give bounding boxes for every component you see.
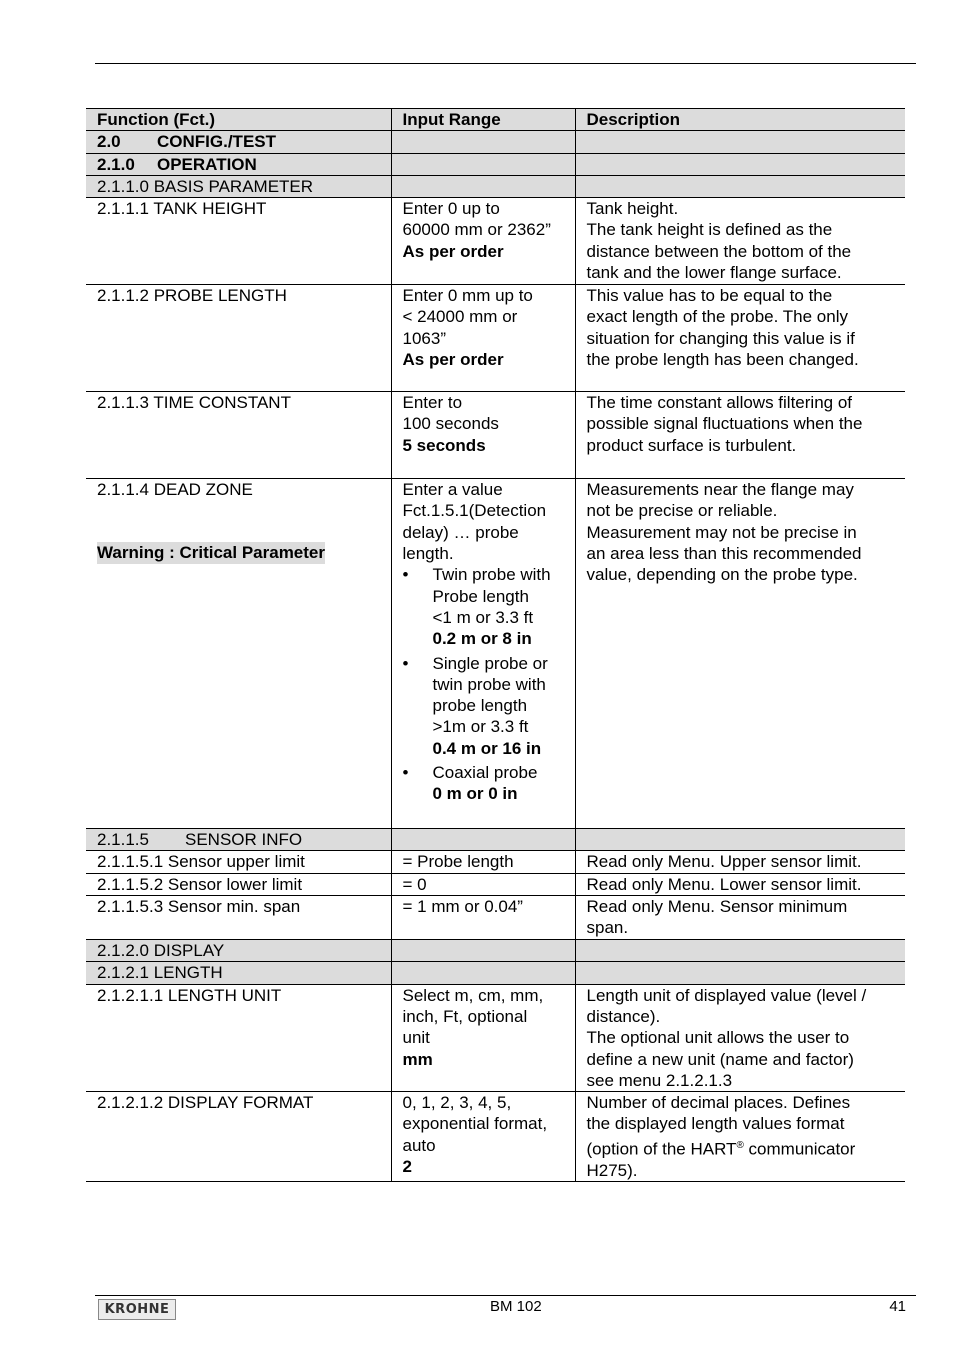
section-label: OPERATION bbox=[157, 154, 257, 174]
function-cell: 2.1.1.5.2 Sensor lower limit bbox=[86, 873, 391, 895]
input-range-cell: Enter 0 mm up to < 24000 mm or 1063” As per order bbox=[391, 285, 575, 392]
table-row-tank-height bbox=[86, 198, 905, 285]
section-row-length bbox=[86, 962, 905, 984]
default-value: 0.2 m or 8 in bbox=[432, 629, 532, 649]
warning-label: Warning : Critical Parameter bbox=[97, 543, 325, 563]
default-value: 0 m or 0 in bbox=[432, 784, 518, 804]
col-header-function: Function (Fct.) bbox=[86, 109, 391, 131]
section-label: 2.1.2.0 DISPLAY bbox=[86, 940, 391, 962]
default-value: mm bbox=[402, 1049, 433, 1069]
table-row-length-unit bbox=[86, 984, 905, 1091]
table-row-display-format bbox=[86, 1092, 905, 1182]
input-range-cell: Enter to 100 seconds 5 seconds bbox=[391, 392, 575, 479]
input-range-cell: = 1 mm or 0.04” bbox=[391, 896, 575, 940]
default-value: As per order bbox=[402, 350, 504, 370]
description-cell: The time constant allows filtering of possible signal fluctuations when the product surface is turbulent. bbox=[575, 392, 905, 479]
function-cell: 2.1.1.2 PROBE LENGTH bbox=[86, 285, 391, 392]
input-range-cell: Enter 0 up to 60000 mm or 2362” As per order bbox=[391, 198, 575, 285]
section-number: 2.0 bbox=[97, 132, 121, 152]
description-cell: Number of decimal places. Defines the displayed length values format (option of the HART® communicator H275). bbox=[575, 1092, 905, 1182]
section-row-sensor-info bbox=[86, 829, 905, 851]
dead-zone-options bbox=[403, 564, 567, 804]
col-header-input-range: Input Range bbox=[391, 109, 575, 131]
section-label: CONFIG./TEST bbox=[157, 132, 276, 152]
list-item: • Single probe or twin probe with probe length >1m or 3.3 ft 0.4 m or 16 in bbox=[403, 653, 567, 759]
function-cell: 2.1.1.1 TANK HEIGHT bbox=[86, 198, 391, 285]
section-row-basis-parameter bbox=[86, 175, 905, 197]
default-value: 0.4 m or 16 in bbox=[432, 738, 542, 758]
description-cell: Read only Menu. Lower sensor limit. bbox=[575, 873, 905, 895]
default-value: 2 bbox=[402, 1157, 412, 1177]
function-cell: 2.1.2.1.2 DISPLAY FORMAT bbox=[86, 1092, 391, 1182]
table-row-sensor-lower-limit bbox=[86, 873, 905, 895]
section-number: 2.1.1.5 bbox=[97, 830, 149, 850]
input-range-cell: = Probe length bbox=[391, 851, 575, 873]
function-table bbox=[86, 108, 905, 1182]
section-row-2-0 bbox=[86, 131, 905, 153]
input-range-cell: 0, 1, 2, 3, 4, 5, exponential format, auto 2 bbox=[391, 1092, 575, 1182]
table-row-sensor-min-span bbox=[86, 896, 905, 940]
footer-rule bbox=[95, 1295, 916, 1296]
list-item: • Twin probe with Probe length <1 m or 3.3 ft 0.2 m or 8 in bbox=[403, 564, 567, 649]
krohne-logo: KROHNE bbox=[98, 1299, 176, 1320]
registered-mark: ® bbox=[736, 1139, 744, 1151]
header-rule bbox=[95, 63, 916, 64]
function-cell: 2.1.1.3 TIME CONSTANT bbox=[86, 392, 391, 479]
default-value: 5 seconds bbox=[402, 435, 486, 455]
default-value: As per order bbox=[402, 241, 504, 261]
table-row-probe-length bbox=[86, 285, 905, 392]
description-cell: Read only Menu. Sensor minimum span. bbox=[575, 896, 905, 940]
description-cell: This value has to be equal to the exact length of the probe. The only situation for changing this value is if the probe length has been changed. bbox=[575, 285, 905, 392]
function-cell: 2.1.2.1.1 LENGTH UNIT bbox=[86, 984, 391, 1091]
document-id: BM 102 bbox=[490, 1298, 542, 1315]
section-row-2-1-0 bbox=[86, 153, 905, 175]
table-row-dead-zone bbox=[86, 479, 905, 829]
section-label: 2.1.2.1 LENGTH bbox=[86, 962, 391, 984]
function-cell: 2.1.1.5.1 Sensor upper limit bbox=[86, 851, 391, 873]
function-cell: 2.1.1.5.3 Sensor min. span bbox=[86, 896, 391, 940]
list-item: • Coaxial probe 0 m or 0 in bbox=[403, 762, 567, 805]
table-header-row bbox=[86, 109, 905, 131]
section-row-display bbox=[86, 940, 905, 962]
table-row-time-constant bbox=[86, 392, 905, 479]
description-cell: Length unit of displayed value (level / distance). The optional unit allows the user to define a new unit (name and factor) see menu 2.1.2.1.3 bbox=[575, 984, 905, 1091]
col-header-description: Description bbox=[575, 109, 905, 131]
page-number: 41 bbox=[889, 1298, 906, 1315]
description-cell: Read only Menu. Upper sensor limit. bbox=[575, 851, 905, 873]
description-cell: Tank height. The tank height is defined as the distance between the bottom of the tank and the lower flange surface. bbox=[575, 198, 905, 285]
description-cell: Measurements near the flange may not be precise or reliable. Measurement may not be precise in an area less than this recommended value, depending on the probe type. bbox=[575, 479, 905, 829]
input-range-cell: Select m, cm, mm, inch, Ft, optional unit mm bbox=[391, 984, 575, 1091]
input-range-cell: = 0 bbox=[391, 873, 575, 895]
function-cell: 2.1.1.4 DEAD ZONE Warning : Critical Parameter bbox=[86, 479, 391, 829]
table-row-sensor-upper-limit bbox=[86, 851, 905, 873]
section-label: SENSOR INFO bbox=[185, 830, 303, 850]
input-range-cell: Enter a value Fct.1.5.1(Detection delay) … probe length. • Twin probe with Probe length <1 m or 3.3 ft 0.2 m or 8 in • Single probe or twin probe with probe length >1m or 3.3 ft 0.4 m or 16 in • Coaxial probe 0 m or 0 in bbox=[391, 479, 575, 829]
section-number: 2.1.0 bbox=[97, 154, 135, 174]
section-label: 2.1.1.0 BASIS PARAMETER bbox=[86, 175, 391, 197]
